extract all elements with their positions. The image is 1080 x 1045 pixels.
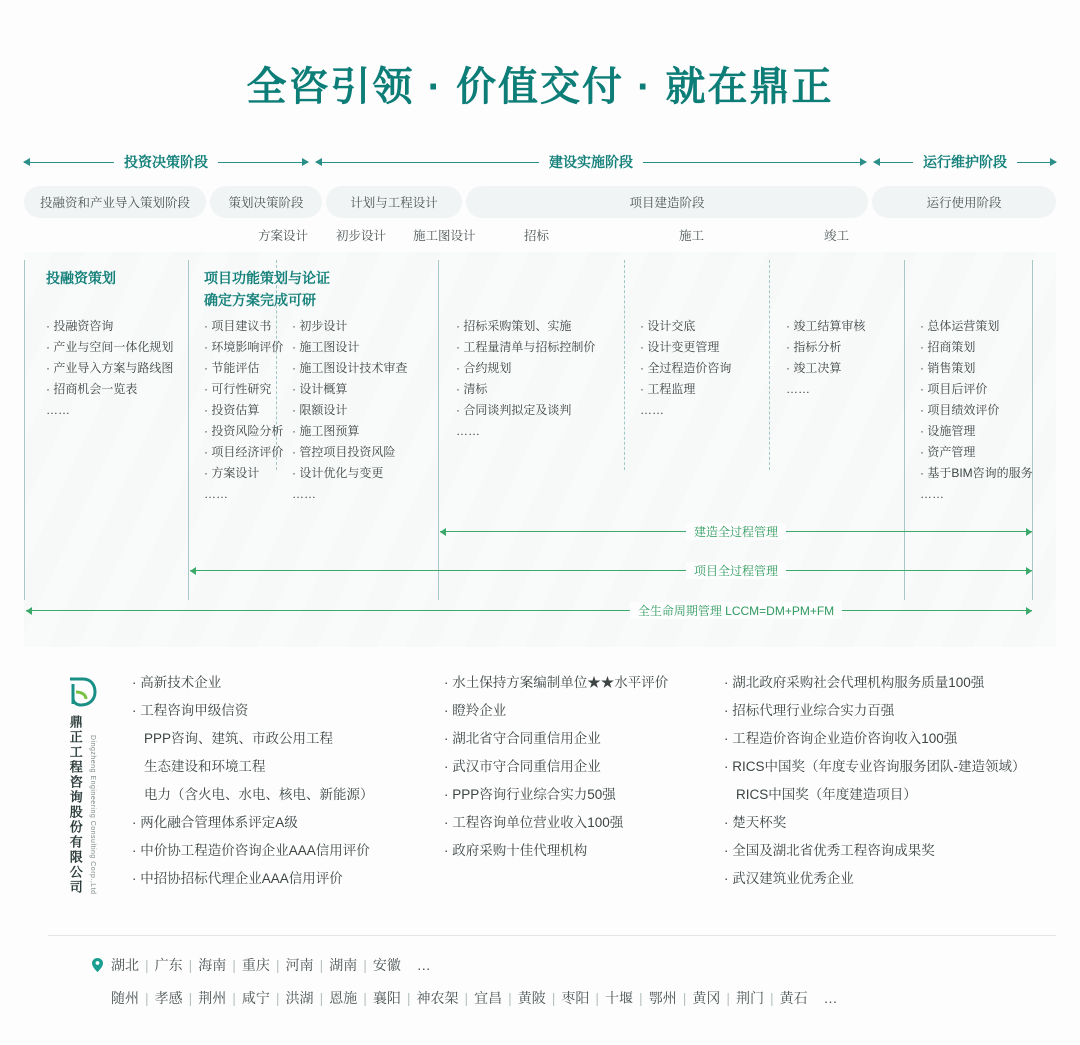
province-item: 海南 <box>198 957 227 973</box>
credential-column-2 <box>444 669 668 865</box>
list-item: · 设计交底 <box>640 316 731 337</box>
list-item: · 合约规划 <box>456 358 595 379</box>
phase-arrow-investment <box>24 150 308 174</box>
list-item: · 两化融合管理体系评定A级 <box>132 809 374 837</box>
logo-icon <box>64 675 98 709</box>
city-item: 荆州 <box>198 990 227 1006</box>
list-item: · RICS中国奖（年度专业咨询服务团队-建造领域） <box>724 753 1026 781</box>
list-item: · 节能评估 <box>204 358 283 379</box>
column-items-operation <box>920 316 1033 505</box>
list-item: · 清标 <box>456 379 595 400</box>
list-item: · 初步设计 <box>292 316 407 337</box>
list-item: · 施工图预算 <box>292 421 407 442</box>
phase-arrow-construction <box>316 150 866 174</box>
list-item: · 工程咨询甲级信资 <box>132 697 374 725</box>
span-bar-project-management <box>190 570 1032 571</box>
service-matrix <box>24 252 1056 647</box>
city-item: 宜昌 <box>474 990 503 1006</box>
list-item: · 基于BIM咨询的服务 <box>920 463 1033 484</box>
column-heading-feasibility: 项目功能策划与论证 <box>204 270 330 286</box>
substage-bidding: 招标 <box>524 229 550 243</box>
list-item: · 湖北省守合同重信用企业 <box>444 725 668 753</box>
footer-cities: 随州 | 孝感 | 荆州 | 咸宁 | 洪湖 | 恩施 | 襄阳 | 神农架 | 宜昌 | 黄陂 | 枣阳 | 十堰 | 鄂州 | 黄冈 | 荆门 | 黄石 … <box>111 990 838 1006</box>
list-item: · 销售策划 <box>920 358 1033 379</box>
list-item: · 招标代理行业综合实力百强 <box>724 697 1026 725</box>
list-item: RICS中国奖（年度建造项目） <box>736 787 917 802</box>
list-item: · 高新技术企业 <box>132 669 374 697</box>
list-item-ellipsis: …… <box>46 403 70 417</box>
list-item-ellipsis: …… <box>786 382 810 396</box>
list-item: · 竣工结算审核 <box>786 316 865 337</box>
city-item: 黄冈 <box>692 990 721 1006</box>
footer-divider <box>48 935 1056 936</box>
list-item: · 设计变更管理 <box>640 337 731 358</box>
list-item-ellipsis: …… <box>920 487 944 501</box>
list-item: · 全过程造价咨询 <box>640 358 731 379</box>
list-item: · 投融资咨询 <box>46 316 173 337</box>
list-item: · 合同谈判拟定及谈判 <box>456 400 595 421</box>
divider-dash-construction <box>624 260 625 470</box>
divider-col1 <box>188 260 189 600</box>
city-item: 枣阳 <box>561 990 590 1006</box>
list-item: · 限额设计 <box>292 400 407 421</box>
list-item: PPP咨询、建筑、市政公用工程 <box>144 731 334 746</box>
company-logo <box>54 675 108 900</box>
list-item: · 指标分析 <box>786 337 865 358</box>
column-heading-financing: 投融资策划 <box>46 270 116 286</box>
list-item: · 项目绩效评价 <box>920 400 1033 421</box>
list-item-ellipsis: …… <box>456 424 480 438</box>
list-item: · 武汉市守合同重信用企业 <box>444 753 668 781</box>
stage-box-operation[interactable]: 运行使用阶段 <box>872 186 1056 218</box>
phase-arrow-operation <box>874 150 1056 174</box>
column-items-bidding <box>456 316 595 442</box>
city-more: … <box>823 990 838 1006</box>
divider-dash-completion <box>769 260 770 470</box>
list-item: · 施工图设计 <box>292 337 407 358</box>
list-item: · 水土保持方案编制单位★★水平评价 <box>444 669 668 697</box>
substage-preliminary-design: 初步设计 <box>336 229 387 243</box>
list-item: · 瞪羚企业 <box>444 697 668 725</box>
column-subheading-feasibility: 确定方案完成可研 <box>204 292 316 308</box>
column-items-feasibility <box>204 316 283 505</box>
list-item: 生态建设和环境工程 <box>144 759 266 774</box>
list-item: · 总体运营策划 <box>920 316 1033 337</box>
province-item: 重庆 <box>241 957 270 973</box>
stage-box-build[interactable]: 项目建造阶段 <box>466 186 868 218</box>
background-illustration <box>24 252 1056 647</box>
list-item: · 招商策划 <box>920 337 1033 358</box>
list-item: · 项目建议书 <box>204 316 283 337</box>
list-item: · 工程造价咨询企业造价咨询收入100强 <box>724 725 1026 753</box>
phase-label-construction: 建设实施阶段 <box>549 154 633 170</box>
list-item: · 中价协工程造价咨询企业AAA信用评价 <box>132 837 374 865</box>
city-item: 神农架 <box>416 990 459 1006</box>
page-title: 全咨引领 · 价值交付 · 就在鼎正 <box>246 65 834 109</box>
column-items-completion <box>786 316 865 400</box>
list-item: 电力（含火电、水电、核电、新能源） <box>144 787 374 802</box>
list-item: · 项目经济评价 <box>204 442 283 463</box>
column-items-design <box>292 316 407 505</box>
list-item: · 产业与空间一体化规划 <box>46 337 173 358</box>
list-item: · 施工图设计技术审查 <box>292 358 407 379</box>
list-item: · 环境影响评价 <box>204 337 283 358</box>
substage-scheme-design: 方案设计 <box>258 229 309 243</box>
list-item-ellipsis: …… <box>292 487 316 501</box>
city-item: 荆门 <box>735 990 764 1006</box>
credentials-area <box>24 665 1056 895</box>
province-item: 广东 <box>154 957 183 973</box>
list-item: · 工程监理 <box>640 379 731 400</box>
span-bar-lifecycle <box>26 610 1032 611</box>
list-item: · 产业导入方案与路线图 <box>46 358 173 379</box>
list-item: · 招商机会一览表 <box>46 379 173 400</box>
city-item: 黄石 <box>779 990 808 1006</box>
list-item: · 方案设计 <box>204 463 283 484</box>
city-item: 黄陂 <box>517 990 546 1006</box>
phase-arrow-row <box>24 150 1056 176</box>
stage-box-row <box>24 186 1056 218</box>
stage-box-financing[interactable]: 投融资和产业导入策划阶段 <box>24 186 206 218</box>
phase-label-investment: 投资决策阶段 <box>124 154 208 170</box>
list-item: · 工程咨询单位营业收入100强 <box>444 809 668 837</box>
divider-col3 <box>438 260 439 600</box>
province-item: 河南 <box>285 957 314 973</box>
stage-box-planning[interactable]: 策划决策阶段 <box>210 186 322 218</box>
list-item-ellipsis: …… <box>640 403 664 417</box>
column-items-construction <box>640 316 731 421</box>
list-item: · PPP咨询行业综合实力50强 <box>444 781 668 809</box>
logo-company-name-en: Dingzheng Engineering Consulting Corp.,Ltd <box>89 735 97 895</box>
list-item: · 武汉建筑业优秀企业 <box>724 865 1026 893</box>
city-item: 洪湖 <box>285 990 314 1006</box>
city-item: 襄阳 <box>372 990 401 1006</box>
list-item: · 资产管理 <box>920 442 1033 463</box>
substage-completion: 竣工 <box>824 229 850 243</box>
list-item: · 可行性研究 <box>204 379 283 400</box>
list-item: · 政府采购十佳代理机构 <box>444 837 668 865</box>
list-item: · 设计概算 <box>292 379 407 400</box>
city-item: 恩施 <box>329 990 358 1006</box>
phase-label-operation: 运行维护阶段 <box>923 154 1007 170</box>
list-item: · 设施管理 <box>920 421 1033 442</box>
city-item: 十堰 <box>605 990 634 1006</box>
province-item: 湖北 <box>111 957 139 973</box>
list-item: · 管控项目投资风险 <box>292 442 407 463</box>
city-item: 鄂州 <box>648 990 677 1006</box>
city-item: 随州 <box>111 990 139 1006</box>
stage-box-design[interactable]: 计划与工程设计 <box>326 186 462 218</box>
divider-left <box>24 260 25 600</box>
city-item: 咸宁 <box>241 990 270 1006</box>
span-label-build-management: 建造全过程管理 <box>686 523 786 540</box>
list-item: · 全国及湖北省优秀工程咨询成果奖 <box>724 837 1026 865</box>
credential-column-3 <box>724 669 1026 893</box>
list-item: · 招标采购策划、实施 <box>456 316 595 337</box>
province-item: 湖南 <box>329 957 358 973</box>
list-item: · 项目后评价 <box>920 379 1033 400</box>
province-item: 安徽 <box>372 957 401 973</box>
city-item: 孝感 <box>154 990 183 1006</box>
list-item: · 湖北政府采购社会代理机构服务质量100强 <box>724 669 1026 697</box>
province-more: … <box>416 957 431 973</box>
list-item: · 工程量清单与招标控制价 <box>456 337 595 358</box>
list-item: · 设计优化与变更 <box>292 463 407 484</box>
credential-column-1 <box>132 669 374 893</box>
list-item: · 中招协招标代理企业AAA信用评价 <box>132 865 374 893</box>
list-item-ellipsis: …… <box>204 487 228 501</box>
location-pin-icon <box>92 958 103 972</box>
list-item: · 投资估算 <box>204 400 283 421</box>
logo-company-name-cn: 鼎正工程咨询股份有限公司 <box>67 715 83 895</box>
substage-row <box>24 226 1056 246</box>
span-label-lifecycle: 全生命周期管理 LCCM=DM+PM+FM <box>630 602 842 619</box>
substage-construction: 施工 <box>679 229 705 243</box>
substage-construction-drawing: 施工图设计 <box>413 229 476 243</box>
list-item: · 楚天杯奖 <box>724 809 1026 837</box>
list-item: · 竣工决算 <box>786 358 865 379</box>
footer-provinces: 湖北 | 广东 | 海南 | 重庆 | 河南 | 湖南 | 安徽 … <box>92 955 1080 975</box>
divider-col7 <box>904 260 905 600</box>
list-item: · 投资风险分析 <box>204 421 283 442</box>
span-label-project-management: 项目全过程管理 <box>686 562 786 579</box>
column-items-financing <box>46 316 173 421</box>
